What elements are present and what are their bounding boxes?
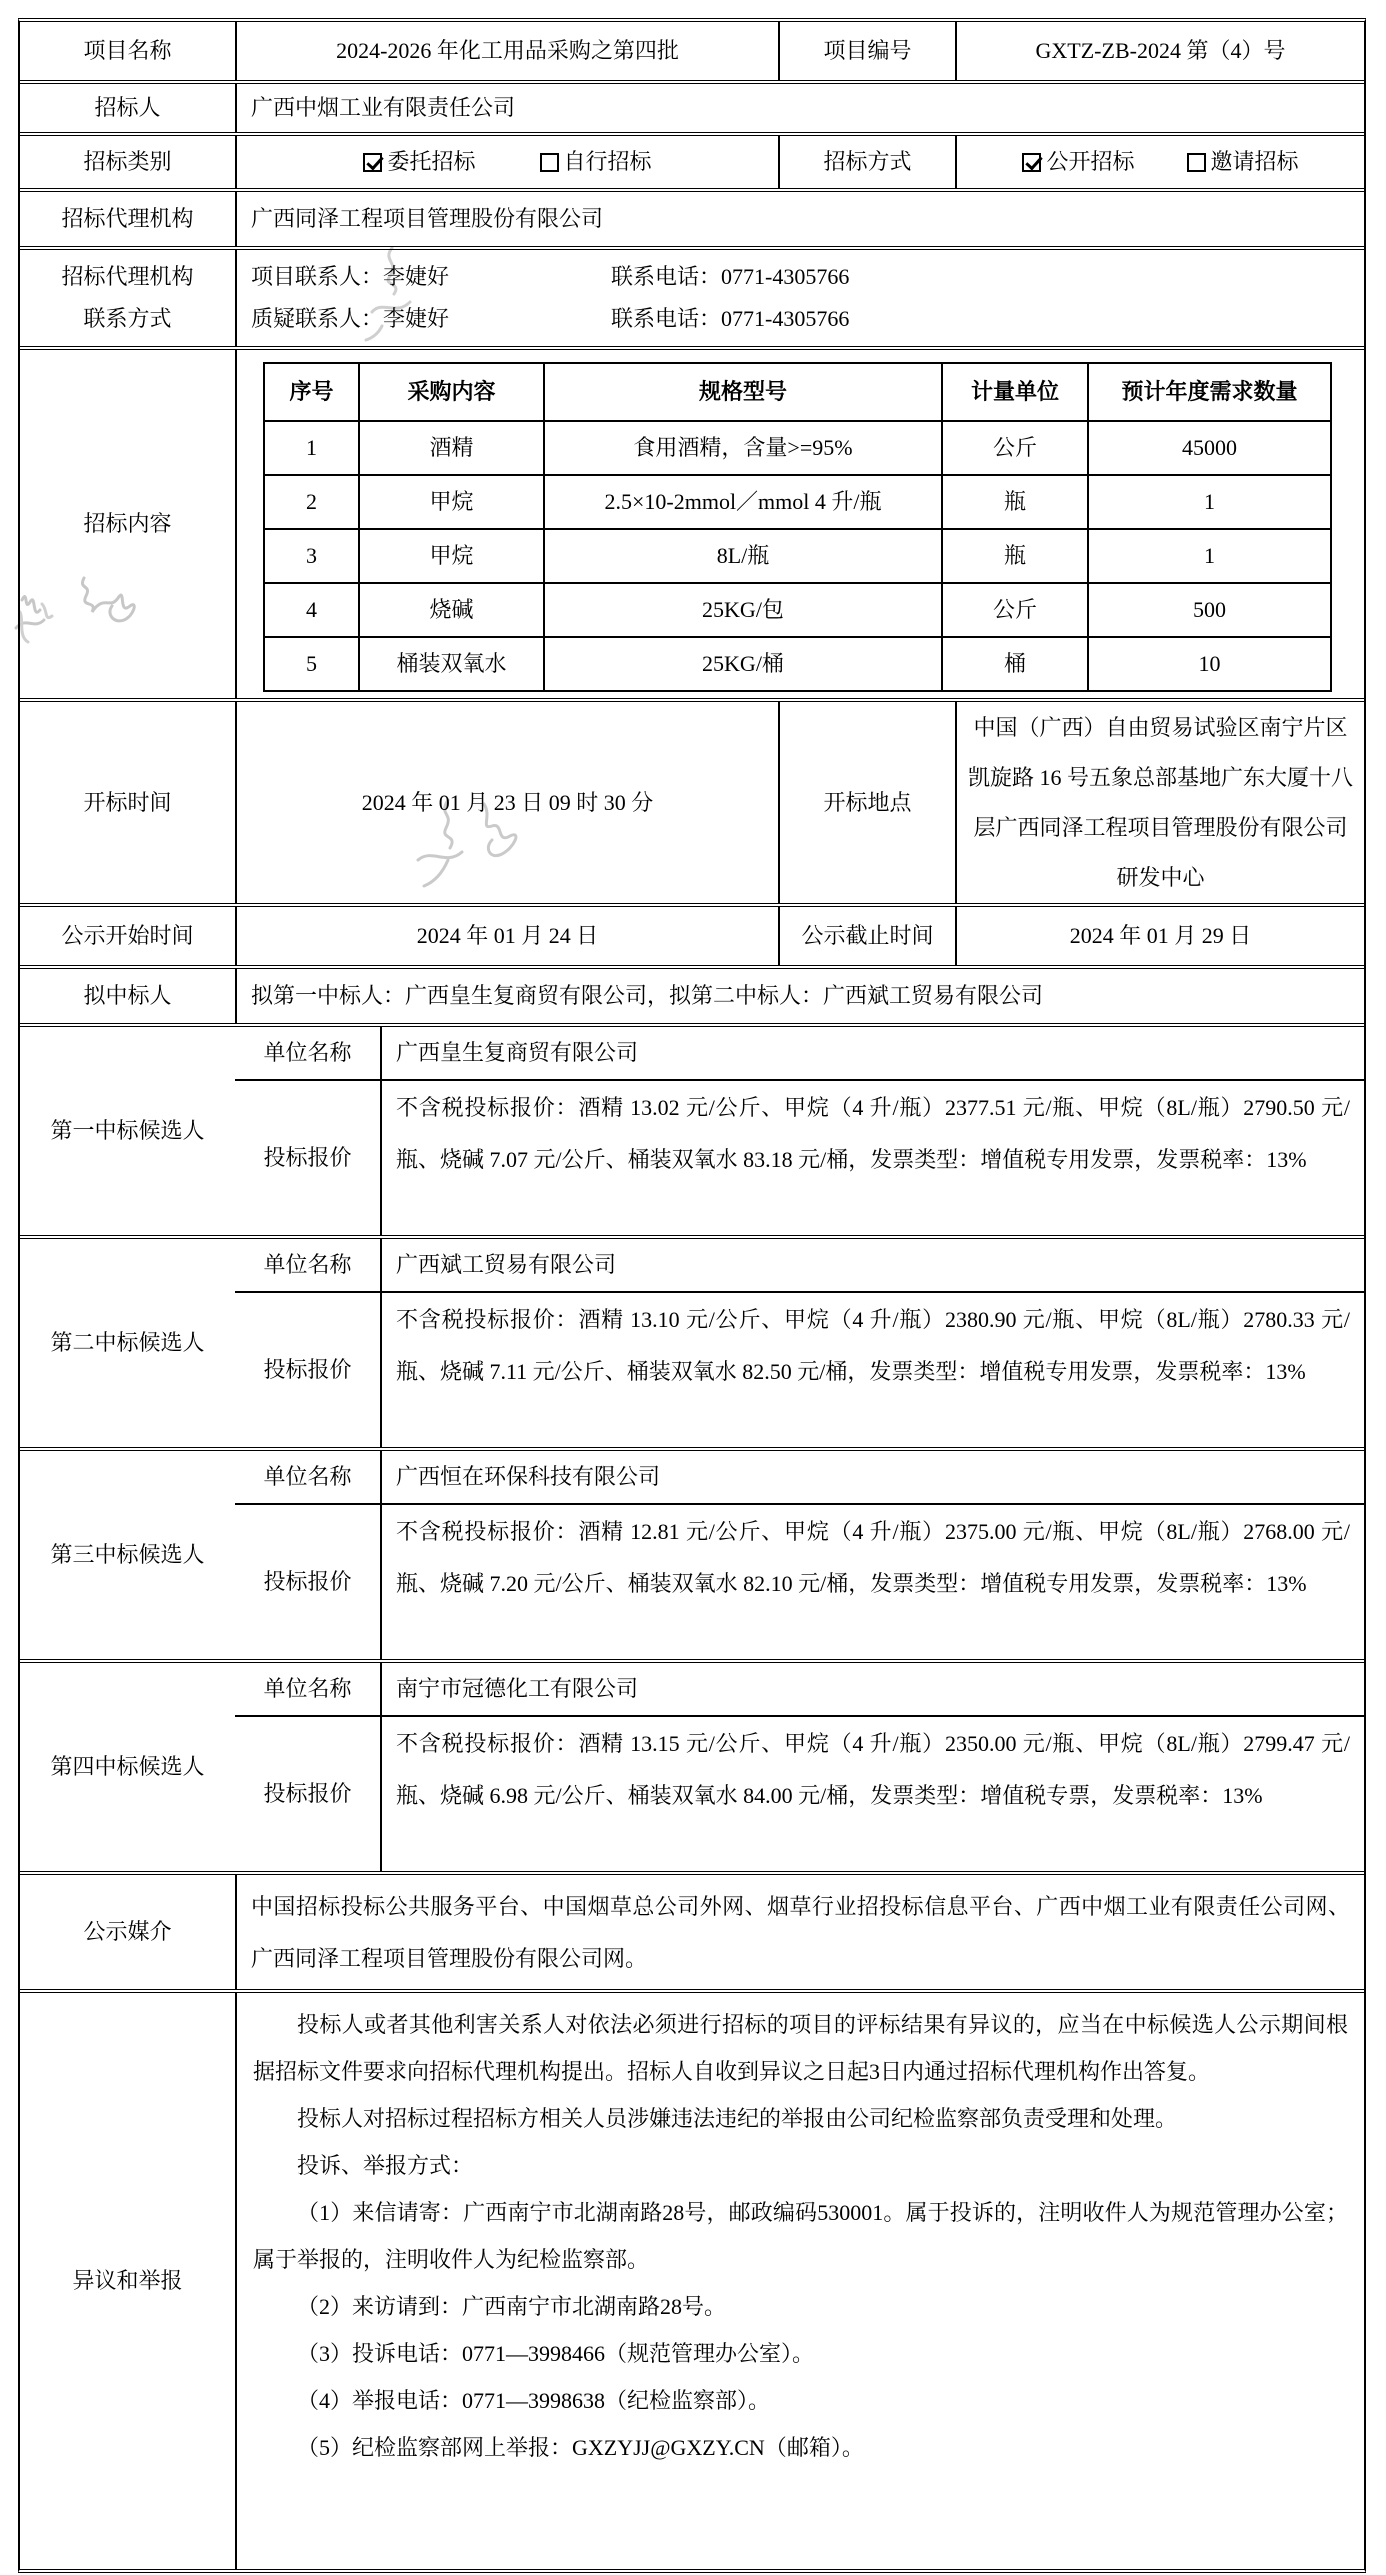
col-header-seq: 序号 — [289, 379, 334, 405]
contact-line — [251, 262, 1364, 292]
project-number-label: 项目编号 — [778, 22, 955, 80]
candidate-price-value: 不含税投标报价：酒精 13.02 元/公斤、甲烷（4 升/瓶）2377.51 元/瓶、甲烷（8L/瓶）2790.50 元/瓶、烧碱 7.07 元/公斤、桶装双氧水 83.18 元/桶，发票类型：增值税专用发票，发票税率：13% — [380, 1081, 1364, 1235]
candidate-name-label: 单位名称 — [263, 1464, 352, 1490]
checkbox-label: 公开招标 — [1046, 149, 1135, 175]
publicity-end-label: 公示截止时间 — [778, 907, 955, 965]
candidate-price-label: 投标报价 — [263, 1569, 352, 1595]
objection-paragraph: （5）纪检监察部网上举报：GXZYJJ@GXZY.CN（邮箱）。 — [297, 2435, 864, 2460]
goods-table-row — [265, 636, 1330, 690]
project-name-label: 项目名称 — [83, 38, 172, 64]
checkbox-label: 自行招标 — [563, 149, 652, 175]
candidate-name-row — [235, 1451, 1364, 1503]
category-label: 招标类别 — [83, 149, 172, 175]
candidate-details — [235, 1239, 1364, 1447]
cell-unit: 瓶 — [941, 530, 1087, 582]
objection-paragraph: 投诉、举报方式： — [297, 2153, 474, 2178]
cell-item: 甲烷 — [358, 530, 543, 582]
cell-unit: 瓶 — [941, 476, 1087, 528]
cell-spec: 食用酒精，含量>=95% — [543, 422, 941, 474]
cell-seq: 2 — [306, 489, 317, 515]
candidate-section-label: 第三中标候选人 — [50, 1542, 205, 1568]
candidate-name-label: 单位名称 — [263, 1252, 352, 1278]
bid-opening-place-label: 开标地点 — [778, 702, 955, 903]
col-header-spec: 规格型号 — [543, 364, 941, 420]
objection-value — [235, 1993, 1364, 2569]
col-header-item: 采购内容 — [358, 364, 543, 420]
candidate-details — [235, 1027, 1364, 1235]
cell-item: 烧碱 — [358, 584, 543, 636]
content-value — [235, 350, 1364, 698]
cell-spec: 8L/瓶 — [543, 530, 941, 582]
table-row-candidate-4 — [20, 1659, 1364, 1871]
cell-unit: 公斤 — [941, 422, 1087, 474]
table-row-category — [20, 132, 1364, 188]
proposed-winners-value: 拟第一中标人：广西皇生复商贸有限公司，拟第二中标人：广西斌工贸易有限公司 — [235, 969, 1364, 1023]
candidate-price-row — [235, 1079, 1364, 1235]
cell-seq: 1 — [306, 435, 317, 461]
objection-paragraph: （4）举报电话：0771—3998638（纪检监察部）。 — [297, 2388, 771, 2413]
objection-paragraph: （3）投诉电话：0771—3998466（规范管理办公室）。 — [297, 2341, 815, 2366]
method-option-invited — [1187, 147, 1299, 177]
candidate-price-row — [235, 1715, 1364, 1871]
candidate-name-row — [235, 1239, 1364, 1291]
agency-contact-label — [20, 250, 235, 346]
goods-table-row — [265, 420, 1330, 474]
candidate-name-row — [235, 1027, 1364, 1079]
project-name-value: 2024-2026 年化工用品采购之第四批 — [235, 22, 778, 80]
candidate-name-value: 广西恒在环保科技有限公司 — [380, 1451, 1364, 1503]
candidate-details — [235, 1451, 1364, 1659]
candidate-price-label: 投标报价 — [263, 1781, 352, 1807]
publicity-end-value: 2024 年 01 月 29 日 — [955, 907, 1364, 965]
checkbox-unchecked-icon — [540, 153, 559, 172]
candidate-details — [235, 1663, 1364, 1871]
method-option-open — [1022, 147, 1134, 177]
candidate-price-row — [235, 1503, 1364, 1659]
method-options — [955, 136, 1364, 188]
cell-seq: 5 — [306, 651, 317, 677]
contact-person: 项目联系人：李婕好 — [251, 264, 450, 290]
candidate-price-value: 不含税投标报价：酒精 13.10 元/公斤、甲烷（4 升/瓶）2380.90 元/瓶、甲烷（8L/瓶）2780.33 元/瓶、烧碱 7.11 元/公斤、桶装双氧水 82.50 元/桶，发票类型：增值税专用发票，发票税率：13% — [380, 1293, 1364, 1447]
candidate-price-label: 投标报价 — [263, 1145, 352, 1171]
cell-spec: 25KG/桶 — [543, 638, 941, 690]
agency-contact-label-line1: 招标代理机构 — [61, 264, 194, 290]
bid-opening-place-value — [955, 702, 1364, 903]
goods-table-header — [265, 364, 1330, 420]
agency-contact-label-line2: 联系方式 — [83, 306, 172, 331]
category-options — [235, 136, 778, 188]
cell-qty: 45000 — [1087, 422, 1330, 474]
contact-line — [251, 304, 1364, 334]
candidate-section-label: 第二中标候选人 — [50, 1330, 205, 1356]
candidate-price-label: 投标报价 — [263, 1357, 352, 1383]
candidate-name-row — [235, 1663, 1364, 1715]
checkbox-label: 邀请招标 — [1210, 149, 1299, 175]
objection-paragraph: 投标人或者其他利害关系人对依法必须进行招标的项目的评标结果有异议的，应当在中标候选人公示期间根据招标文件要求向招标代理机构提出。招标人自收到异议之日起3日内通过招标代理机构作出答复。 — [253, 2012, 1348, 2084]
content-label: 招标内容 — [83, 511, 172, 537]
table-row-agency — [20, 188, 1364, 246]
tenderer-value: 广西中烟工业有限责任公司 — [235, 84, 1364, 132]
table-row-media — [20, 1871, 1364, 1989]
checkbox-checked-icon — [1022, 153, 1041, 172]
table-row-objection — [20, 1989, 1364, 2569]
objection-paragraph: 投标人对招标过程招标方相关人员涉嫌违法违纪的举报由公司纪检监察部负责受理和处理。 — [297, 2106, 1178, 2131]
cell-seq: 4 — [306, 597, 317, 623]
agency-value: 广西同泽工程项目管理股份有限公司 — [235, 192, 1364, 246]
cell-item: 酒精 — [358, 422, 543, 474]
table-row-tenderer — [20, 80, 1364, 132]
proposed-winners-label: 拟中标人 — [83, 983, 172, 1009]
col-header-qty: 预计年度需求数量 — [1087, 364, 1330, 420]
project-number-value: GXTZ-ZB-2024 第（4）号 — [955, 22, 1364, 80]
candidate-section-label: 第一中标候选人 — [50, 1118, 205, 1144]
cell-unit: 桶 — [941, 638, 1087, 690]
agency-label: 招标代理机构 — [61, 206, 194, 232]
objection-paragraph: （2）来访请到：广西南宁市北湖南路28号。 — [297, 2294, 727, 2319]
goods-table — [263, 362, 1332, 692]
method-label: 招标方式 — [778, 136, 955, 188]
goods-table-row — [265, 474, 1330, 528]
publicity-start-value: 2024 年 01 月 24 日 — [235, 907, 778, 965]
cell-item: 桶装双氧水 — [358, 638, 543, 690]
candidate-name-value: 广西斌工贸易有限公司 — [380, 1239, 1364, 1291]
tenderer-label: 招标人 — [94, 95, 161, 121]
table-row-proposed-winners — [20, 965, 1364, 1023]
cell-spec: 2.5×10-2mmol／mmol 4 升/瓶 — [543, 476, 941, 528]
media-value: 中国招标投标公共服务平台、中国烟草总公司外网、烟草行业招投标信息平台、广西中烟工业有限责任公司网、广西同泽工程项目管理股份有限公司网。 — [235, 1875, 1364, 1989]
candidate-name-label: 单位名称 — [263, 1040, 352, 1066]
table-row-content — [20, 346, 1364, 698]
cell-seq: 3 — [306, 543, 317, 569]
checkbox-unchecked-icon — [1187, 153, 1206, 172]
col-header-unit: 计量单位 — [941, 364, 1087, 420]
bid-opening-place-text: 中国（广西）自由贸易试验区南宁片区凯旋路 16 号五象总部基地广东大厦十八层广西同泽工程项目管理股份有限公司研发中心 — [967, 714, 1353, 890]
table-row-project — [20, 22, 1364, 80]
table-row-publicity — [20, 903, 1364, 965]
media-label: 公示媒介 — [83, 1919, 172, 1945]
candidate-section-label: 第四中标候选人 — [50, 1754, 205, 1780]
objection-paragraph: （1）来信请寄：广西南宁市北湖南路28号，邮政编码530001。属于投诉的，注明收件人为规范管理办公室；属于举报的，注明收件人为纪检监察部。 — [253, 2200, 1348, 2272]
table-row-bid-opening — [20, 698, 1364, 903]
cell-item: 甲烷 — [358, 476, 543, 528]
category-option-entrusted — [363, 147, 475, 177]
cell-unit: 公斤 — [941, 584, 1087, 636]
goods-table-row — [265, 528, 1330, 582]
goods-table-row — [265, 582, 1330, 636]
announcement-table — [18, 18, 1366, 2573]
checkbox-checked-icon — [363, 153, 382, 172]
table-row-candidate-1 — [20, 1023, 1364, 1235]
candidate-price-row — [235, 1291, 1364, 1447]
candidate-price-value: 不含税投标报价：酒精 12.81 元/公斤、甲烷（4 升/瓶）2375.00 元/瓶、甲烷（8L/瓶）2768.00 元/瓶、烧碱 7.20 元/公斤、桶装双氧水 82.10 元/桶，发票类型：增值税专用发票，发票税率：13% — [380, 1505, 1364, 1659]
bid-opening-time-value: 2024 年 01 月 23 日 09 时 30 分 — [235, 702, 778, 903]
cell-qty: 1 — [1087, 476, 1330, 528]
cell-qty: 10 — [1087, 638, 1330, 690]
cell-qty: 500 — [1087, 584, 1330, 636]
cell-spec: 25KG/包 — [543, 584, 941, 636]
candidate-name-value: 南宁市冠德化工有限公司 — [380, 1663, 1364, 1715]
contact-phone: 联系电话：0771-4305766 — [611, 306, 850, 332]
cell-qty: 1 — [1087, 530, 1330, 582]
bid-opening-time-label: 开标时间 — [83, 789, 172, 815]
table-row-candidate-3 — [20, 1447, 1364, 1659]
candidate-price-value: 不含税投标报价：酒精 13.15 元/公斤、甲烷（4 升/瓶）2350.00 元/瓶、甲烷（8L/瓶）2799.47 元/瓶、烧碱 6.98 元/公斤、桶装双氧水 84.00 元/桶，发票类型：增值税专票，发票税率：13% — [380, 1717, 1364, 1871]
table-row-agency-contact — [20, 246, 1364, 346]
agency-contact-value — [235, 250, 1364, 346]
checkbox-label: 委托招标 — [387, 149, 476, 175]
objection-label: 异议和举报 — [72, 2268, 183, 2294]
candidate-name-label: 单位名称 — [263, 1676, 352, 1702]
contact-person: 质疑联系人：李婕好 — [251, 306, 450, 332]
category-option-self — [540, 147, 652, 177]
contact-phone: 联系电话：0771-4305766 — [611, 264, 850, 290]
table-row-candidate-2 — [20, 1235, 1364, 1447]
publicity-start-label: 公示开始时间 — [61, 923, 194, 949]
candidate-name-value: 广西皇生复商贸有限公司 — [380, 1027, 1364, 1079]
